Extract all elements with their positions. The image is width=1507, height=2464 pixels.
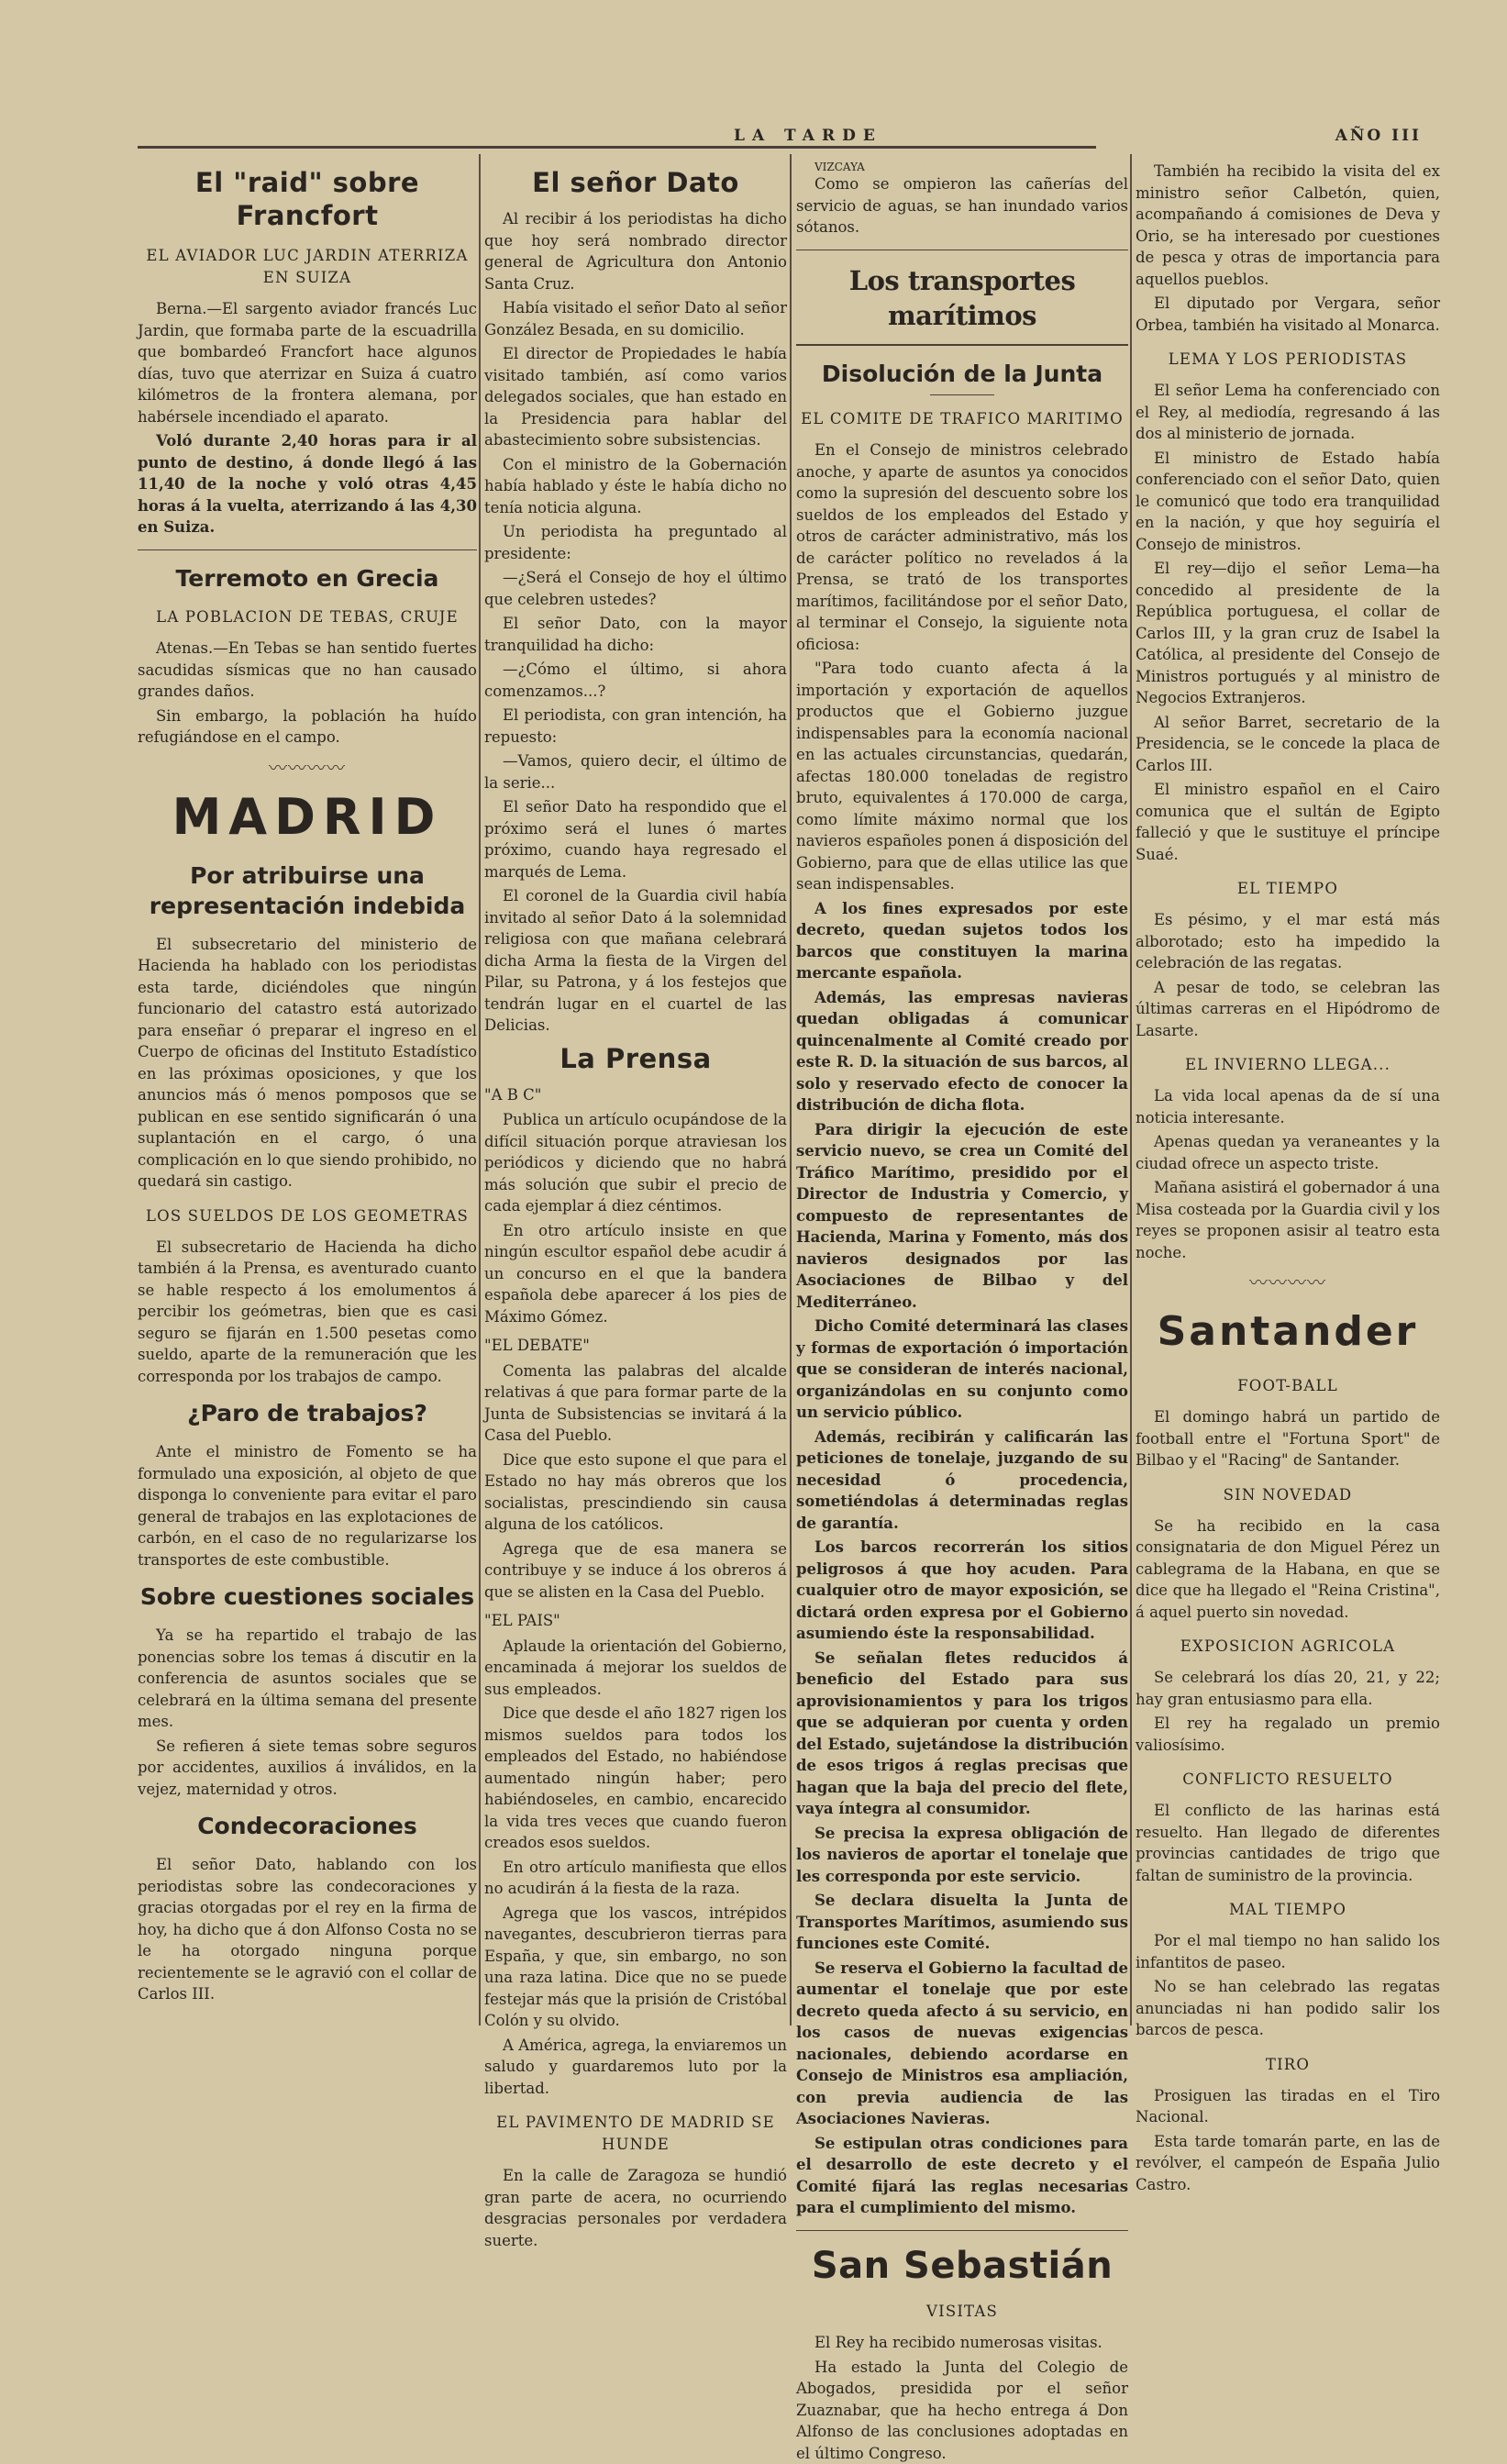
paragraph: Además, recibirán y calificarán las peticiones de tonelaje, juzgando de su necesidad ó procedencia, sometiéndolas á determinadas reglas de garantía.	[796, 1426, 1128, 1535]
paragraph: Al recibir á los periodistas ha dicho que hoy será nombrado director general de Agricultura don Antonio Santa Cruz.	[484, 208, 787, 294]
paragraph: El coronel de la Guardia civil había invitado al señor Dato á la solemnidad religiosa con que mañana celebrará dicha Arma la fiesta de la Virgen del Pilar, su Patrona, y á los festejos que tendrán lugar en el cuartel de las Delicias.	[484, 885, 787, 1037]
section-rule	[796, 250, 1128, 251]
paragraph: El rey—dijo el señor Lema—ha concedido al presidente de la República portuguesa, el collar de Carlos III, y la gran cruz de Isabel la Católica, al presidente del Consejo de Ministros portugués y al ministro de Negocios Extranjeros.	[1136, 558, 1440, 709]
paragraph: A pesar de todo, se celebran las últimas carreras en el Hipódromo de Lasarte.	[1136, 977, 1440, 1042]
subhead-geometras: LOS SUELDOS DE LOS GEOMETRAS	[138, 1205, 477, 1227]
paragraph: Dice que desde el año 1827 rigen los mismos sueldos para todos los empleados del Estado, no habiéndose aumentado ningún haber; pero habiéndoseles, en cambio, encarecido la vida tres veces que cuando fueron creados esos sueldos.	[484, 1703, 787, 1854]
paragraph: El señor Lema ha conferenciado con el Rey, al mediodía, regresando á las dos al ministerio de jornada.	[1136, 380, 1440, 445]
subhead-pais: "EL PAIS"	[484, 1610, 787, 1632]
newspaper-title: LA TARDE	[734, 127, 882, 145]
paragraph: Es pésimo, y el mar está más alborotado; esto ha impedido la celebración de las regatas.	[1136, 909, 1440, 974]
paragraph: El diputado por Vergara, señor Orbea, también ha visitado al Monarca.	[1136, 293, 1440, 336]
paragraph: El Rey ha recibido numerosas visitas.	[796, 2332, 1128, 2354]
paragraph: A los fines expresados por este decreto, quedan sujetos todos los barcos que constituyen la marina mercante española.	[796, 898, 1128, 984]
paragraph: "Para todo cuanto afecta á la importación y exportación de aquellos productos que el Gobierno juzgue indispensables para la economía nacional en las actuales circunstancias, quedarán, afectas 180.000 toneladas de registro bruto, equivalentes á 170.000 de carga, como límite máximo normal que los navieros españoles ponen á disposición del Gobierno, para que de ellas utilice las que sean indispensables.	[796, 658, 1128, 895]
paragraph: Al señor Barret, secretario de la Presidencia, se le concede la placa de Carlos III.	[1136, 712, 1440, 777]
paragraph: —Vamos, quiero decir, el último de la serie...	[484, 750, 787, 794]
column-divider-3	[1130, 154, 1132, 2026]
paragraph: Comenta las palabras del alcalde relativas á que para formar parte de la Junta de Subsistencias se invitará á la Casa del Pueblo.	[484, 1360, 787, 1447]
paragraph: Se señalan fletes reducidos á beneficio del Estado para sus aprovisionamientos y para los trigos que se adquieran por cuenta y orden del Estado, sujetándose la distribución de esos trigos á reglas precisas que hagan que la baja del precio del flete, vaya íntegra al consumidor.	[796, 1648, 1128, 1820]
subhead-tiempo: EL TIEMPO	[1136, 878, 1440, 900]
headline-terremoto: Terremoto en Grecia	[138, 563, 477, 594]
section-rule	[796, 2230, 1128, 2232]
paragraph: Agrega que los vascos, intrépidos navegantes, descubrieron tierras para España, y que, sin embargo, no son una raza latina. Dice que no se puede festejar más que la prisión de Cristóbal Colón y su olvido.	[484, 1903, 787, 2032]
paragraph: Agrega que de esa manera se contribuye y se induce á los obreros á que se alisten en la Casa del Pueblo.	[484, 1538, 787, 1604]
subhead-conflicto: CONFLICTO RESUELTO	[1136, 1769, 1440, 1791]
paragraph: Se refieren á siete temas sobre seguros por accidentes, auxilios á inválidos, en la vejez, maternidad y otros.	[138, 1736, 477, 1801]
headline-condecoraciones: Condecoraciones	[138, 1811, 477, 1841]
headline-raid: El "raid" sobre Francfort	[138, 166, 477, 232]
paragraph: Se declara disuelta la Junta de Transportes Marítimos, asumiendo sus funciones este Comité.	[796, 1890, 1128, 1955]
paragraph: El señor Dato ha respondido que el próximo será el lunes ó martes próximo, cuando haya regresado el marqués de Lema.	[484, 796, 787, 882]
issue-year: AÑO III	[1335, 127, 1422, 145]
paragraph: Se precisa la expresa obligación de los navieros de aportar el tonelaje que les corresponda por este servicio.	[796, 1823, 1128, 1888]
paragraph: A América, agrega, la enviaremos un saludo y guardaremos luto por la libertad.	[484, 2035, 787, 2100]
ornament-divider: 〰〰〰〰	[1136, 1272, 1440, 1293]
subhead-visitas: VISITAS	[796, 2301, 1128, 2323]
paragraph: Con el ministro de la Gobernación había hablado y éste le había dicho no tenía noticia alguna.	[484, 454, 787, 519]
paragraph: Ya se ha repartido el trabajo de las ponencias sobre los temas á discutir en la conferencia de asuntos sociales que se celebrará en la última semana del presente mes.	[138, 1625, 477, 1733]
subhead-novedad: SIN NOVEDAD	[1136, 1484, 1440, 1506]
paragraph: El señor Dato, con la mayor tranquilidad ha dicho:	[484, 613, 787, 656]
subhead-mal-tiempo: MAL TIEMPO	[1136, 1899, 1440, 1921]
paragraph: Esta tarde tomarán parte, en las de revólver, el campeón de España Julio Castro.	[1136, 2131, 1440, 2196]
paragraph: El director de Propiedades le había visitado también, así como varios delegados sociales, que han estado en la Presidencia para hablar del abastecimiento sobre subsistencias.	[484, 343, 787, 451]
subhead-invierno: EL INVIERNO LLEGA...	[1136, 1054, 1440, 1076]
column-divider-2	[790, 154, 792, 2026]
vizcaya-label: VIZCAYA	[796, 161, 1128, 173]
headline-transportes: Los transportes marítimos	[796, 263, 1128, 333]
headline-atribuirse: Por atribuirse una representación indebida	[138, 860, 477, 921]
subhead-football: FOOT-BALL	[1136, 1375, 1440, 1397]
paragraph: Había visitado el señor Dato al señor González Besada, en su domicilio.	[484, 297, 787, 340]
paragraph: Publica un artículo ocupándose de la difícil situación porque atraviesan los periódicos y diciendo que no habrá más solución que subir el precio de cada ejemplar á diez céntimos.	[484, 1109, 787, 1217]
paragraph: —¿Será el Consejo de hoy el último que celebren ustedes?	[484, 567, 787, 610]
paragraph: Voló durante 2,40 horas para ir al punto de destino, á donde llegó á las 11,40 de la noche y voló otras 4,45 horas á la vuelta, aterrizando á las 4,30 en Suiza.	[138, 430, 477, 538]
paragraph: Los barcos recorrerán los sitios peligrosos á que hoy acuden. Para cualquier otro de mayor exposición, se dictará orden expresa por el Gobierno asumiendo éste la responsabilidad.	[796, 1537, 1128, 1645]
paragraph: Para dirigir la ejecución de este servicio nuevo, se crea un Comité del Tráfico Marítimo, presidido por el Director de Industria y Comercio, y compuesto de representantes de Hacienda, Marina y Fomento, más dos navieros designados por las Asociaciones de Bilbao y del Mediterráneo.	[796, 1119, 1128, 1314]
paragraph: Prosiguen las tiradas en el Tiro Nacional.	[1136, 2085, 1440, 2128]
paragraph: La vida local apenas da de sí una noticia interesante.	[1136, 1085, 1440, 1128]
section-rule	[138, 549, 477, 551]
subhead-lema: LEMA Y LOS PERIODISTAS	[1136, 349, 1440, 371]
paragraph: No se han celebrado las regatas anunciadas ni han podido salir los barcos de pesca.	[1136, 1976, 1440, 2041]
column-2	[484, 161, 787, 2032]
paragraph: El periodista, con gran intención, ha repuesto:	[484, 705, 787, 748]
short-rule	[930, 394, 994, 396]
column-4	[1136, 161, 1440, 2032]
ornament-divider: 〰〰〰〰	[138, 758, 477, 778]
paragraph: Como se ompieron las cañerías del servicio de aguas, se han inundado varios sótanos.	[796, 173, 1128, 239]
paragraph: Mañana asistirá el gobernador á una Misa costeada por la Guardia civil y los reyes se proponen asisir al teatro esta noche.	[1136, 1177, 1440, 1263]
paragraph: Ante el ministro de Fomento se ha formulado una exposición, al objeto de que disponga lo conveniente para evitar el paro general de trabajos en las explotaciones de carbón, en el caso de no regularizarse los transportes de este combustible.	[138, 1441, 477, 1571]
paragraph: El ministro de Estado había conferenciado con el señor Dato, quien le comunicó que todo era tranquilidad en la nación, y que hoy seguiría el Consejo de ministros.	[1136, 448, 1440, 556]
paragraph: Ha estado la Junta del Colegio de Abogados, presidida por el señor Zuaznabar, que ha hecho entrega á Don Alfonso de las conclusiones adoptadas en el último Congreso.	[796, 2357, 1128, 2464]
column-divider-1	[479, 154, 481, 2026]
paragraph: Apenas quedan ya veraneantes y la ciudad ofrece un aspecto triste.	[1136, 1131, 1440, 1174]
paragraph: En otro artículo insiste en que ningún escultor español debe acudir á un concurso en el que la bandera española debe aparecer á los pies de Máximo Gómez.	[484, 1220, 787, 1328]
subhead-abc: "A B C"	[484, 1084, 787, 1106]
subhead-debate: "EL DEBATE"	[484, 1335, 787, 1357]
paragraph: También ha recibido la visita del ex ministro señor Calbetón, quien, acompañando á comisiones de Deva y Orio, se ha interesado por cuestiones de pesca y otras de importancia para aquellos pueblos.	[1136, 161, 1440, 290]
paragraph: En el Consejo de ministros celebrado anoche, y aparte de asuntos ya conocidos como la supresión del descuento sobre los sueldos de los empleados del Estado y otros de carácter administrativo, más los de carácter político no revelados á la Prensa, se trató de los transportes marítimos, facilitándose por el señor Dato, al terminar el Consejo, la siguiente nota oficiosa:	[796, 439, 1128, 655]
paragraph: Además, las empresas navieras quedan obligadas á comunicar quincenalmente al Comité creado por este R. D. la situación de sus barcos, al solo y reservado efecto de conocer la distribución de dicha flota.	[796, 987, 1128, 1116]
subhead-raid: EL AVIADOR LUC JARDIN ATERRIZA EN SUIZA	[138, 245, 477, 289]
paragraph: Un periodista ha preguntado al presidente:	[484, 521, 787, 564]
subhead-agricola: EXPOSICION AGRICOLA	[1136, 1636, 1440, 1658]
paragraph: Se reserva el Gobierno la facultad de aumentar el tonelaje que por este decreto queda afecto á su servicio, en los casos de nuevas exigencias nacionales, debiendo acordarse en Consejo de Ministros esa ampliación, con previa audiencia de las Asociaciones Navieras.	[796, 1958, 1128, 2130]
page-header	[138, 127, 1422, 145]
paragraph: Se ha recibido en la casa consignataria de don Miguel Pérez un cablegrama de la Habana, en que se dice que ha llegado el "Reina Cristina", á aquel puerto sin novedad.	[1136, 1515, 1440, 1624]
header-rule	[138, 146, 1096, 149]
paragraph: Aplaude la orientación del Gobierno, encaminada á mejorar los sueldos de sus empleados.	[484, 1636, 787, 1701]
paragraph: Berna.—El sargento aviador francés Luc Jardin, que formaba parte de la escuadrilla que bombardeó Francfort hace algunos días, tuvo que aterrizar en Suiza á cuatro kilómetros de la frontera alemana, por habérsele incendiado el aparato.	[138, 298, 477, 427]
paragraph: El subsecretario de Hacienda ha dicho también á la Prensa, es aventurado cuanto se hable respecto á los emolumentos á percibir los geómetras, bien que es casi seguro se fijarán en 1.500 pesetas como sueldo, aparte de la remuneración que les corresponda por los trabajos de campo.	[138, 1237, 477, 1388]
section-title-madrid: MADRID	[138, 787, 477, 848]
headline-paro: ¿Paro de trabajos?	[138, 1398, 477, 1428]
paragraph: El ministro español en el Cairo comunica que el sultán de Egipto falleció y que le sustituye el príncipe Suaé.	[1136, 779, 1440, 865]
paragraph: —¿Cómo el último, si ahora comenzamos...?	[484, 659, 787, 702]
paragraph: Se celebrará los días 20, 21, y 22; hay gran entusiasmo para ella.	[1136, 1667, 1440, 1710]
paragraph: En la calle de Zaragoza se hundió gran parte de acera, no ocurriendo desgracias personales por verdadera suerte.	[484, 2165, 787, 2251]
paragraph: Atenas.—En Tebas se han sentido fuertes sacudidas sísmicas que no han causado grandes daños.	[138, 638, 477, 703]
paragraph: Se estipulan otras condiciones para el desarrollo de este decreto y el Comité fijará las reglas necesarias para el cumplimiento del mismo.	[796, 2133, 1128, 2219]
headline-san-sebastian: San Sebastián	[796, 2244, 1128, 2288]
subhead-pavimento: EL PAVIMENTO DE MADRID SE HUNDE	[484, 2112, 787, 2156]
paragraph: Dice que esto supone el que para el Estado no hay más obreros que los socialistas, prescindiendo sin causa alguna de los católicos.	[484, 1449, 787, 1536]
headline-sociales: Sobre cuestiones sociales	[138, 1582, 477, 1612]
paragraph: El domingo habrá un partido de football entre el "Fortuna Sport" de Bilbao y el "Racing" de Santander.	[1136, 1406, 1440, 1471]
paragraph: En otro artículo manifiesta que ellos no acudirán á la fiesta de la raza.	[484, 1857, 787, 1900]
subhead-comite: EL COMITE DE TRAFICO MARITIMO	[796, 408, 1128, 430]
section-rule	[796, 344, 1128, 346]
paragraph: Sin embargo, la población ha huído refugiándose en el campo.	[138, 705, 477, 749]
column-3	[796, 161, 1128, 2032]
paragraph: El rey ha regalado un premio valiosísimo.	[1136, 1713, 1440, 1756]
paragraph: El señor Dato, hablando con los periodistas sobre las condecoraciones y gracias otorgadas por el rey en la firma de hoy, ha dicho que á don Alfonso Costa no se le ha otorgado ninguna porque recientemente se le agravió con el collar de Carlos III.	[138, 1854, 477, 2005]
subhead-tiro: TIRO	[1136, 2054, 1440, 2076]
paragraph: El subsecretario del ministerio de Hacienda ha hablado con los periodistas esta tarde, diciéndoles que ningún funcionario del catastro está autorizado para enseñar ó preparar el ingreso en el Cuerpo de oficinas del Instituto Estadístico en las próximas oposiciones, y que los anuncios más ó menos pomposos que se publican en ese sentido significarán ó una suplantación en el cargo, ó una complicación en lo que siendo prohibido, no quedará sin castigo.	[138, 934, 477, 1193]
headline-prensa: La Prensa	[484, 1042, 787, 1075]
subhead-terremoto: LA POBLACION DE TEBAS, CRUJE	[138, 606, 477, 628]
paragraph: Por el mal tiempo no han salido los infantitos de paseo.	[1136, 1930, 1440, 1973]
paragraph: El conflicto de las harinas está resuelto. Han llegado de diferentes provincias cantidades de trigo que faltan de suministro de la provincia.	[1136, 1800, 1440, 1886]
headline-disolucion: Disolución de la Junta	[796, 359, 1128, 389]
paragraph: Dicho Comité determinará las clases y formas de exportación ó importación que se consideran de interés nacional, organizándolas en su conjunto como un servicio público.	[796, 1315, 1128, 1424]
headline-dato: El señor Dato	[484, 166, 787, 199]
column-1	[138, 161, 477, 2032]
section-title-santander: Santander	[1136, 1302, 1440, 1362]
